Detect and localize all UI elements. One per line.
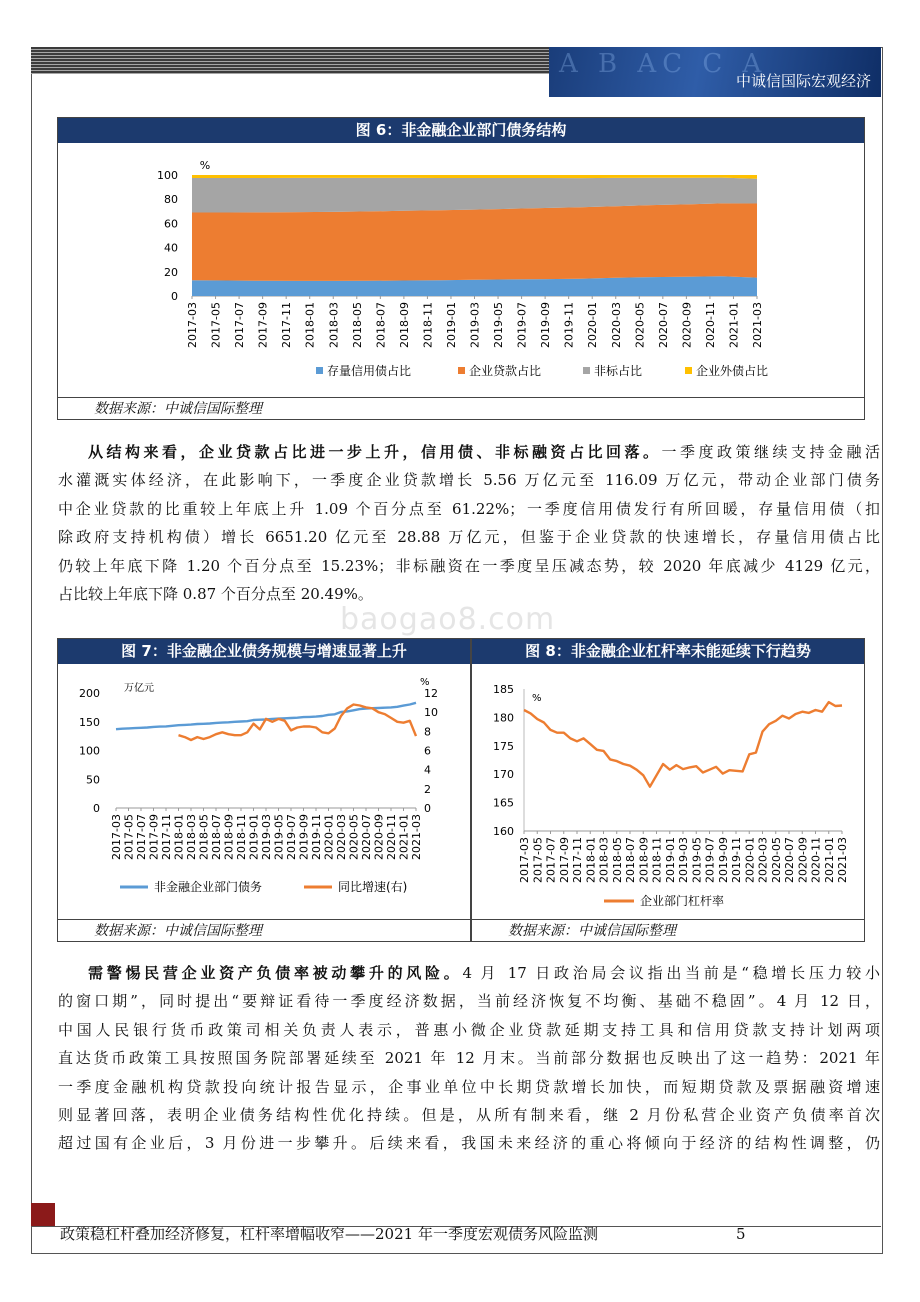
y-unit-label: %	[532, 693, 542, 704]
figure-8-title: 图 8：非金融企业杠杆率未能延续下行趋势	[472, 639, 864, 664]
x-tick-label: 2018-09	[222, 814, 236, 860]
x-tick-label: 2019-05	[492, 302, 506, 348]
x-tick-label: 2018-01	[172, 814, 186, 860]
legend-swatch	[685, 367, 692, 374]
y-tick-label: 60	[164, 217, 178, 231]
x-tick-label: 2020-11	[385, 814, 398, 860]
x-tick-label: 2017-05	[531, 837, 545, 883]
paragraph-risk	[58, 959, 880, 1158]
y-left-tick-label: 50	[86, 773, 100, 787]
x-tick-label: 2021-01	[727, 302, 741, 348]
x-tick-label: 2019-07	[285, 814, 298, 860]
y-tick-label: 160	[493, 825, 514, 838]
figure-6-chart	[58, 144, 864, 397]
x-tick-label: 2018-05	[350, 302, 364, 348]
x-tick-label: 2020-05	[347, 814, 361, 860]
x-tick-label: 2020-09	[372, 814, 386, 860]
figure-7	[57, 638, 471, 942]
legend-label: 企业贷款占比	[469, 364, 542, 378]
figure-6-title: 图 6：非金融企业部门债务结构	[58, 118, 864, 143]
x-tick-label: 2018-03	[597, 837, 611, 883]
header-stripes	[31, 47, 549, 74]
x-tick-label: 2017-11	[280, 302, 294, 348]
y-right-tick-label: 8	[424, 725, 431, 739]
paragraph-line: 直达货币政策工具按照国务院部署延续至 2021 年 12 月末。当前部分数据也反映出了这一趋势：2021 年	[58, 1049, 880, 1068]
x-tick-label: 2020-11	[703, 302, 717, 348]
x-tick-label: 2020-09	[680, 302, 694, 348]
paragraph-line: 从结构来看，企业贷款占比进一步上升，信用债、非标融资占比回落。一季度政策继续支持金融活	[88, 443, 880, 461]
legend-label: 企业外债占比	[696, 364, 769, 378]
figure-8-chart	[472, 665, 864, 919]
x-tick-label: 2020-11	[809, 837, 823, 883]
watermark: baogao8.com	[340, 602, 556, 637]
x-tick-label: 2017-03	[110, 814, 123, 860]
y-left-tick-label: 150	[79, 715, 100, 729]
x-tick-label: 2017-03	[186, 302, 199, 348]
y-right-tick-label: 0	[424, 802, 431, 815]
y-tick-label: 40	[164, 241, 178, 255]
x-tick-label: 2017-05	[209, 302, 223, 348]
x-tick-label: 2018-11	[650, 837, 664, 883]
footer-mark	[31, 1203, 55, 1227]
x-tick-label: 2018-01	[584, 837, 598, 883]
legend-label: 非金融企业部门债务	[154, 880, 263, 894]
x-tick-label: 2020-03	[335, 814, 348, 860]
x-tick-label: 2019-01	[444, 302, 458, 348]
paragraph-line: 中企业贷款的比重较上年底上升 1.09 个百分点至 61.22%；一季度信用债发行有所回暖，存量信用债（扣	[58, 499, 880, 518]
x-tick-label: 2019-03	[260, 814, 273, 860]
page-number: 5	[736, 1225, 746, 1243]
y-right-tick-label: 4	[424, 763, 431, 777]
paragraph-line: 占比较上年底下降 0.87 个百分点至 20.49%。	[58, 585, 373, 604]
x-tick-label: 2020-07	[783, 837, 796, 883]
x-tick-label: 2020-01	[586, 302, 600, 348]
x-tick-label: 2018-07	[210, 814, 223, 860]
x-tick-label: 2021-01	[397, 814, 411, 860]
paragraph-line: 需警惕民营企业资产负债率被动攀升的风险。4 月 17 日政治局会议指出当前是“稳增长压力较小	[88, 964, 880, 982]
x-tick-label: 2020-07	[656, 302, 670, 348]
x-tick-label: 2020-03	[609, 302, 623, 348]
y-left-tick-label: 100	[79, 744, 100, 758]
figure-6	[57, 117, 865, 420]
paragraph-lead: 需警惕民营企业资产负债率被动攀升的风险。	[88, 964, 463, 982]
x-tick-label: 2019-05	[690, 837, 704, 883]
x-tick-label: 2018-07	[374, 302, 388, 348]
x-tick-label: 2018-07	[624, 837, 637, 883]
y-left-tick-label: 200	[79, 687, 100, 700]
y-left-unit-label: 万亿元	[124, 683, 154, 694]
x-tick-label: 2017-07	[544, 837, 558, 883]
figure-6-source: 数据来源：中诚信国际整理	[58, 397, 864, 419]
y-right-tick-label: 12	[424, 687, 438, 700]
figure-8	[471, 638, 865, 942]
legend-label: 企业部门杠杆率	[640, 894, 725, 908]
y-tick-label: 175	[493, 739, 514, 753]
y-right-tick-label: 10	[424, 706, 438, 720]
x-tick-label: 2017-07	[135, 814, 148, 860]
y-tick-label: 180	[493, 711, 514, 725]
paragraph-lead: 从结构来看，企业贷款占比进一步上升，信用债、非标融资占比回落。	[88, 443, 662, 461]
x-tick-label: 2017-09	[147, 814, 161, 860]
x-tick-label: 2020-09	[796, 837, 810, 883]
x-tick-label: 2020-05	[633, 302, 647, 348]
y-right-tick-label: 6	[424, 744, 431, 758]
x-tick-label: 2017-09	[557, 837, 571, 883]
area-series-2	[192, 203, 757, 281]
line-series-1	[116, 703, 416, 729]
x-tick-label: 2018-03	[327, 302, 341, 348]
y-tick-label: 20	[164, 265, 178, 279]
x-tick-label: 2021-03	[410, 814, 423, 860]
figure-8-source: 数据来源：中诚信国际整理	[472, 919, 864, 941]
x-tick-label: 2018-05	[197, 814, 211, 860]
x-tick-label: 2019-01	[663, 837, 677, 883]
footer-title: 政策稳杠杆叠加经济修复，杠杆率增幅收窄——2021 年一季度宏观债务风险监测	[60, 1225, 598, 1243]
header-title: 中诚信国际宏观经济	[735, 72, 871, 90]
line-series-1	[524, 702, 842, 787]
figure-7-title: 图 7：非金融企业债务规模与增速显著上升	[58, 639, 470, 664]
paragraph-line: 中国人民银行货币政策司相关负责人表示，普惠小微企业贷款延期支持工具和信用贷款支持计划两项	[58, 1020, 880, 1039]
y-tick-label: 170	[493, 768, 514, 782]
x-tick-label: 2017-07	[233, 302, 247, 348]
legend-swatch	[458, 367, 465, 374]
x-tick-label: 2020-05	[769, 837, 783, 883]
x-tick-label: 2019-09	[297, 814, 311, 860]
x-tick-label: 2019-07	[703, 837, 717, 883]
y-right-tick-label: 2	[424, 782, 431, 796]
paragraph-line: 一季度金融机构贷款投向统计报告显示，企事业单位中长期贷款增长加快，而短期贷款及票据融资增速	[58, 1077, 880, 1096]
banner-glyphs: A B AC C A	[559, 49, 768, 79]
x-tick-label: 2017-11	[160, 814, 173, 860]
legend-label: 同比增速(右)	[338, 880, 408, 894]
paragraph-line: 除政府支持机构债）增长 6651.20 亿元至 28.88 万亿元，但鉴于企业贷款的快速增长，存量信用债占比	[58, 528, 880, 547]
y-left-tick-label: 0	[93, 802, 100, 815]
legend-swatch	[316, 367, 323, 374]
y-tick-label: 80	[164, 193, 178, 207]
x-tick-label: 2021-03	[751, 302, 764, 348]
x-tick-label: 2019-11	[730, 837, 743, 883]
figure-7-chart	[58, 665, 470, 919]
legend-swatch	[583, 367, 590, 374]
x-tick-label: 2017-03	[518, 837, 531, 883]
x-tick-label: 2019-09	[716, 837, 730, 883]
x-tick-label: 2019-09	[539, 302, 553, 348]
x-tick-label: 2018-11	[235, 814, 248, 860]
paragraph-line: 则显著回落，表明企业债务结构性优化持续。但是，从所有制来看，继 2 月份私营企业资产负债率首次	[58, 1106, 880, 1125]
y-unit-label: %	[199, 159, 211, 172]
y-tick-label: 185	[493, 683, 514, 696]
x-tick-label: 2019-03	[468, 302, 482, 348]
x-tick-label: 2018-05	[610, 837, 624, 883]
x-tick-label: 2019-05	[272, 814, 286, 860]
header-banner	[549, 47, 881, 97]
legend-label: 存量信用债占比	[327, 364, 412, 378]
paragraph-structure	[58, 438, 880, 608]
x-tick-label: 2020-01	[322, 814, 336, 860]
x-tick-label: 2020-01	[743, 837, 757, 883]
x-tick-label: 2020-03	[756, 837, 770, 883]
x-tick-label: 2019-07	[515, 302, 529, 348]
paragraph-line: 超过国有企业后，3 月份进一步攀升。后续来看，我国未来经济的重心将倾向于经济的结构性调整，仍	[58, 1134, 880, 1153]
y-right-unit-label: %	[420, 677, 430, 688]
x-tick-label: 2021-01	[822, 837, 836, 883]
figure-7-source: 数据来源：中诚信国际整理	[58, 919, 470, 941]
x-tick-label: 2018-01	[303, 302, 317, 348]
paragraph-line: 仍较上年底下降 1.20 个百分点至 15.23%；非标融资在一季度呈压减态势，较 2020 年底减少 4129 亿元，	[58, 556, 880, 575]
y-tick-label: 0	[171, 290, 178, 303]
paragraph-line: 的窗口期”，同时提出“要辩证看待一季度经济数据，当前经济恢复不均衡、基础不稳固”。4 月 12 日，	[58, 992, 880, 1011]
x-tick-label: 2018-11	[421, 302, 435, 348]
x-tick-label: 2017-11	[571, 837, 584, 883]
x-tick-label: 2019-11	[562, 302, 576, 348]
x-tick-label: 2020-07	[360, 814, 373, 860]
x-tick-label: 2018-03	[185, 814, 198, 860]
legend-label: 非标占比	[594, 364, 643, 378]
x-tick-label: 2021-03	[836, 837, 849, 883]
x-tick-label: 2017-05	[122, 814, 136, 860]
x-tick-label: 2019-11	[310, 814, 323, 860]
x-tick-label: 2017-09	[256, 302, 270, 348]
x-tick-label: 2018-09	[637, 837, 651, 883]
y-tick-label: 100	[157, 169, 178, 182]
paragraph-line: 水灌溉实体经济，在此影响下，一季度企业贷款增长 5.56 万亿元至 116.09 万亿元，带动企业部门债务	[58, 471, 880, 490]
x-tick-label: 2019-03	[677, 837, 690, 883]
x-tick-label: 2019-01	[247, 814, 261, 860]
x-tick-label: 2018-09	[397, 302, 411, 348]
y-tick-label: 165	[493, 796, 514, 810]
